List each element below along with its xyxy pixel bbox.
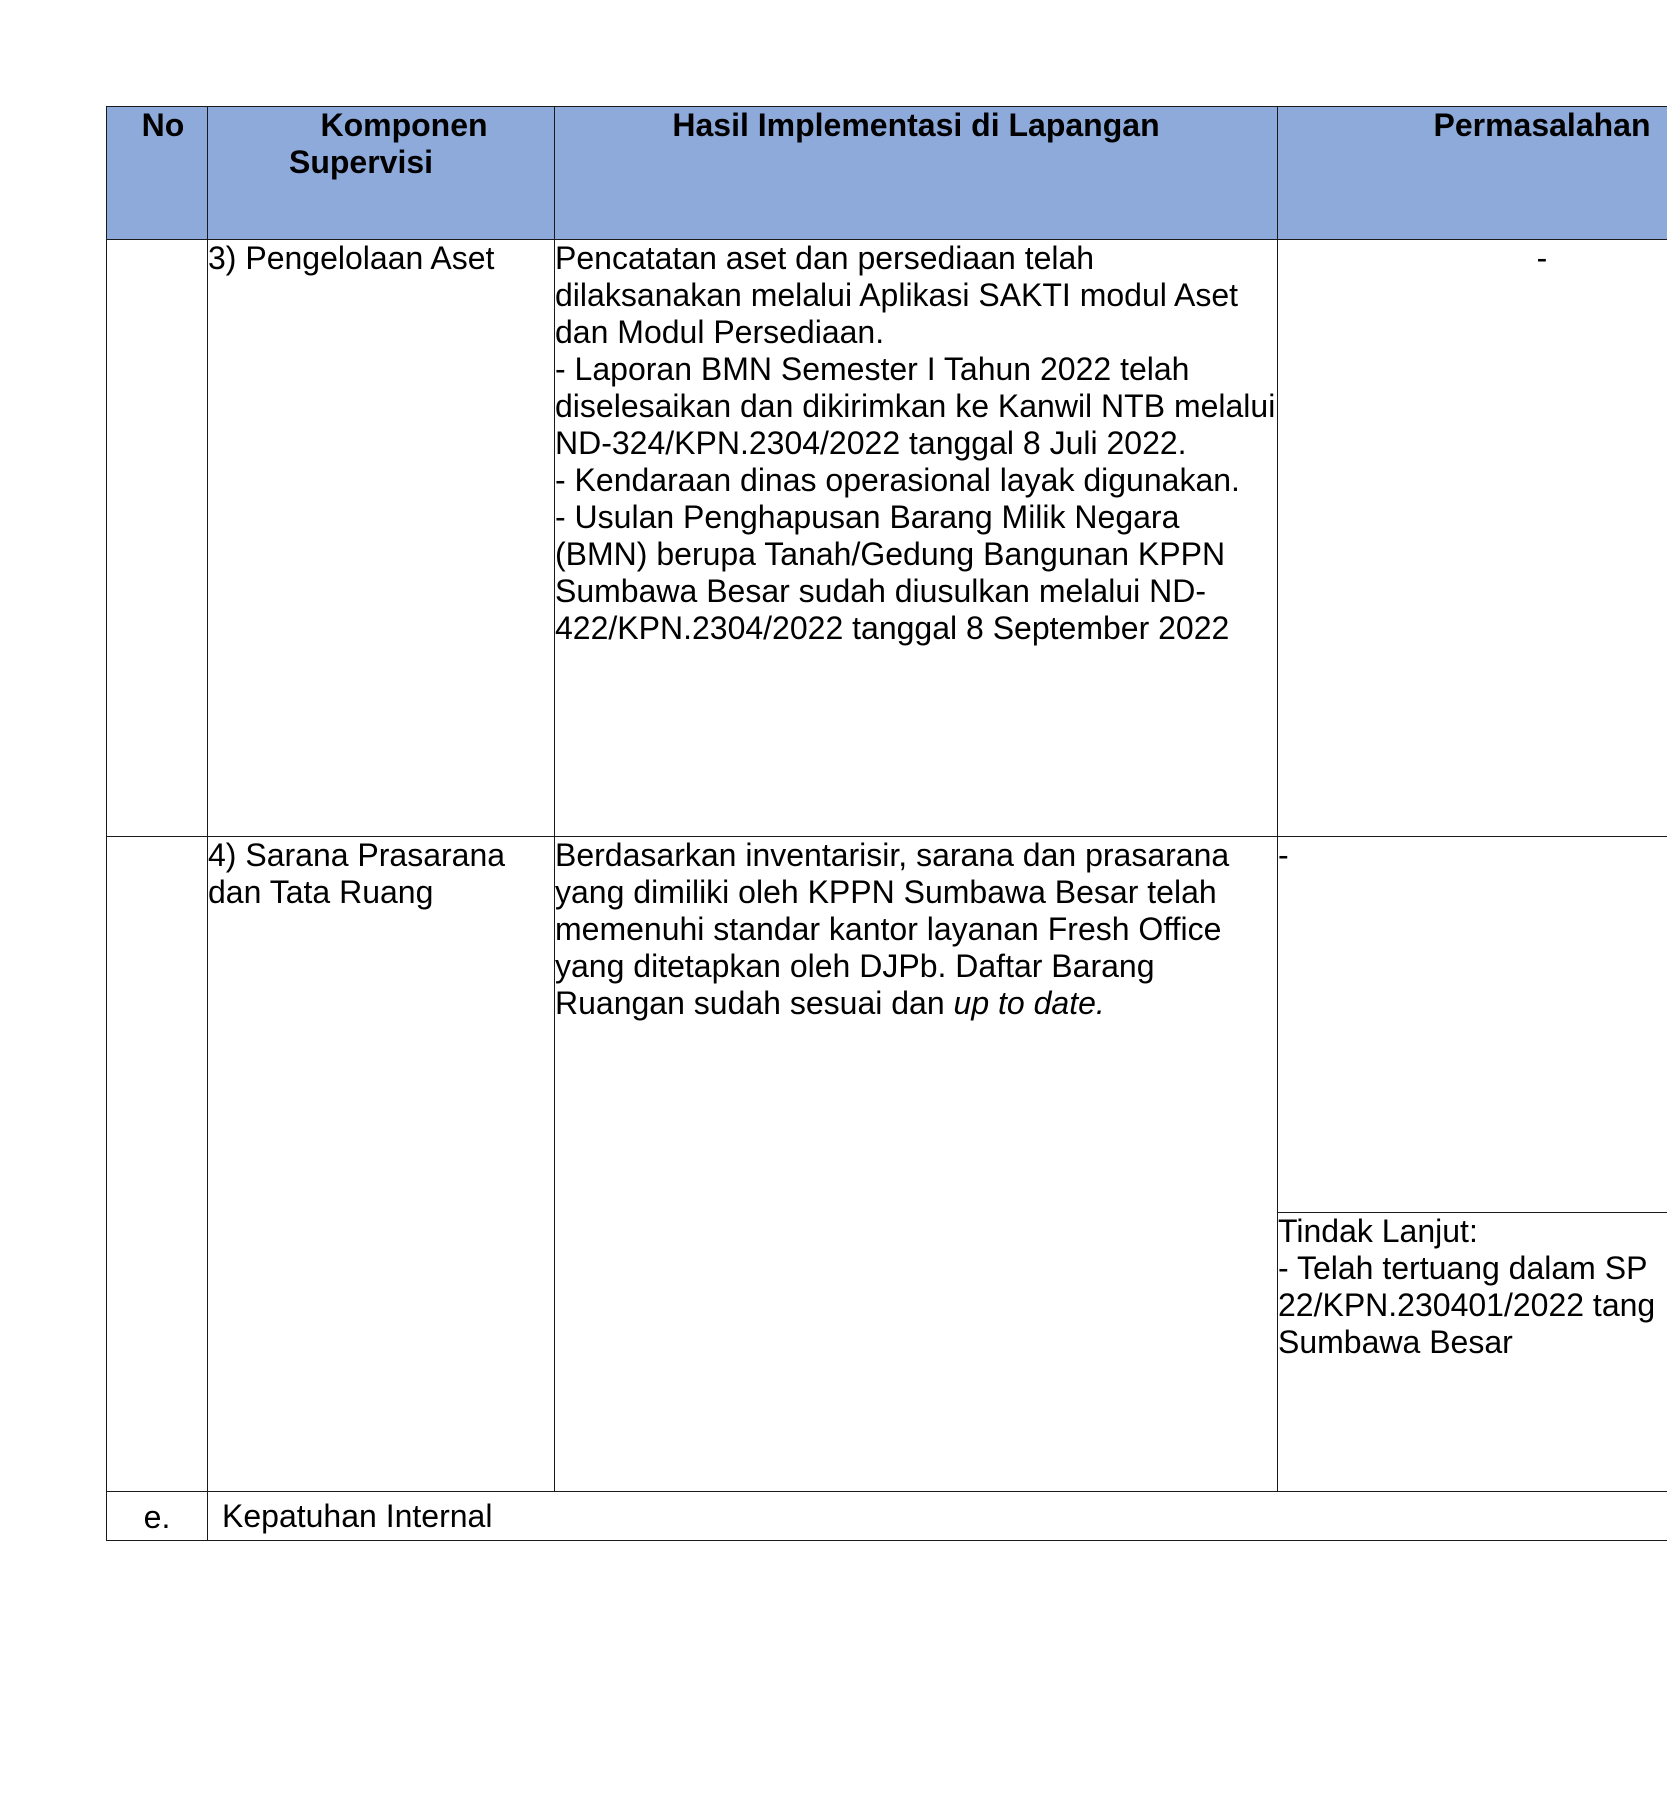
- hasil-text: Berdasarkan inventarisir, sarana dan prasarana yang dimiliki oleh KPPN Sumbawa Besar telah memenuhi standar kantor layanan Fresh Office yang ditetapkan oleh DJPb. Daftar Barang Ruangan sudah sesuai dan: [555, 837, 1230, 1021]
- supervision-table: [106, 106, 1667, 1541]
- tindak-lanjut-cell: Tindak Lanjut: - Telah tertuang dalam SP 22/KPN.230401/2022 tang Sumbawa Besar: [1278, 1213, 1667, 1492]
- no-cell: [107, 837, 208, 1213]
- header-no: No: [107, 107, 208, 240]
- header-komponen: [208, 107, 555, 240]
- table-header-row: [107, 107, 1667, 240]
- header-komponen-line1: Komponen: [320, 107, 488, 143]
- table-row: [107, 240, 1667, 837]
- table-row: [107, 1213, 1667, 1492]
- permasalahan-cell: -: [1278, 240, 1667, 837]
- table-row: [107, 1492, 1667, 1541]
- header-komponen-line2: Supervisi: [288, 144, 434, 180]
- no-cell: [107, 1213, 208, 1492]
- no-cell: e.: [107, 1492, 208, 1541]
- no-cell: [107, 240, 208, 837]
- komponen-cell: Kepatuhan Internal: [208, 1492, 1667, 1541]
- header-hasil: Hasil Implementasi di Lapangan: [555, 107, 1278, 240]
- hasil-cell: [555, 837, 1278, 1213]
- header-permasalahan: Permasalahan: [1278, 107, 1667, 240]
- table-row: [107, 837, 1667, 1213]
- komponen-cell: 3) Pengelolaan Aset: [208, 240, 555, 837]
- komponen-cell: 4) Sarana Prasarana dan Tata Ruang: [208, 837, 555, 1213]
- hasil-cell: Pencatatan aset dan persediaan telah dilaksanakan melalui Aplikasi SAKTI modul Aset dan Modul Persediaan. - Laporan BMN Semester I Tahun 2022 telah diselesaikan dan dikirimkan ke Kanwil NTB melalui ND-324/KPN.2304/2022 tanggal 8 Juli 2022. - Kendaraan dinas operasional layak digunakan. - Usulan Penghapusan Barang Milik Negara (BMN) berupa Tanah/Gedung Bangunan KPPN Sumbawa Besar sudah diusulkan melalui ND-422/KPN.2304/2022 tanggal 8 September 2022: [555, 240, 1278, 837]
- hasil-cell: [555, 1213, 1278, 1492]
- komponen-cell: [208, 1213, 555, 1492]
- hasil-italic-text: up to date.: [953, 985, 1105, 1021]
- permasalahan-cell: -: [1278, 837, 1667, 1213]
